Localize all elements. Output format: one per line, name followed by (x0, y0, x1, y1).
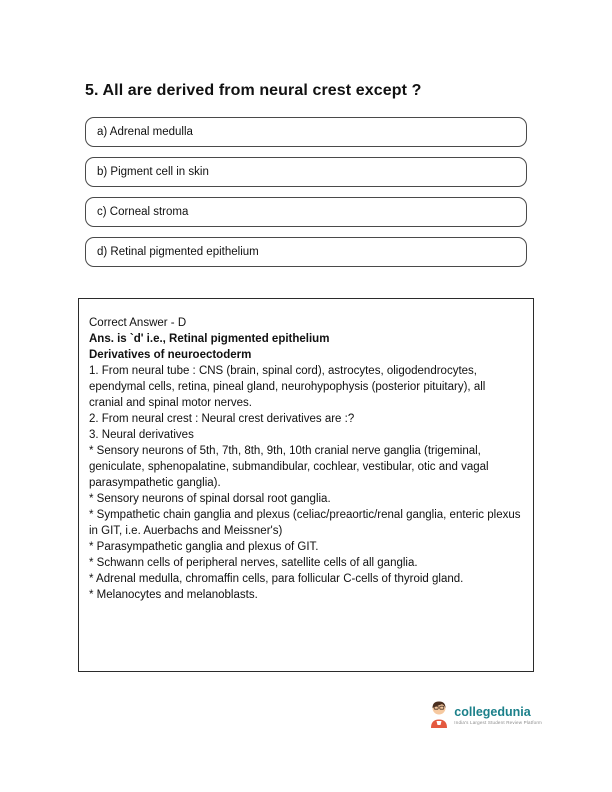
bullet-schwann: * Schwann cells of peripheral nerves, satellite cells of all ganglia. (89, 557, 418, 569)
option-a[interactable]: a) Adrenal medulla (85, 117, 527, 147)
option-d[interactable]: d) Retinal pigmented epithelium (85, 237, 527, 267)
correct-answer-line: Correct Answer - D (89, 317, 187, 329)
collegedunia-logo (427, 699, 542, 734)
option-b[interactable]: b) Pigment cell in skin (85, 157, 527, 187)
explanation-line-2: 2. From neural crest : Neural crest derivatives are :? (89, 413, 355, 425)
collegedunia-mascot-icon (427, 699, 451, 734)
bullet-parasympathetic: * Parasympathetic ganglia and plexus of GIT. (89, 541, 319, 553)
options-list (85, 117, 527, 267)
option-c[interactable]: c) Corneal stroma (85, 197, 527, 227)
question-title: 5. All are derived from neural crest except ? (85, 82, 422, 99)
bullet-sympathetic: * Sympathetic chain ganglia and plexus (celiac/preaortic/renal ganglia, enteric plexus in GIT, i.e. Auerbachs and Meissner's) (89, 509, 521, 537)
derivatives-heading: Derivatives of neuroectoderm (89, 349, 252, 361)
answer-statement-line: Ans. is `d' i.e., Retinal pigmented epithelium (89, 333, 330, 345)
bullet-melanocytes: * Melanocytes and melanoblasts. (89, 589, 258, 601)
explanation-line-1: 1. From neural tube : CNS (brain, spinal cord), astrocytes, oligodendrocytes, ependymal cells, retina, pineal gland, neurohypophysis (posterior pituitary), all cranial and spinal motor nerves. (89, 365, 486, 409)
bullet-sensory-spinal: * Sensory neurons of spinal dorsal root ganglia. (89, 493, 331, 505)
bullet-adrenal: * Adrenal medulla, chromaffin cells, para follicular C-cells of thyroid gland. (89, 573, 464, 585)
explanation-line-3: 3. Neural derivatives (89, 429, 194, 441)
brand-name: collegedunia (454, 705, 531, 719)
bullet-sensory-cranial: * Sensory neurons of 5th, 7th, 8th, 9th, 10th cranial nerve ganglia (trigeminal, geniculate, sphenopalatine, submandibular, cochlear, vestibular, otic and vagal parasympathetic ganglia). (89, 445, 489, 489)
brand-tagline: India's Largest Student Review Platform (454, 720, 542, 725)
answer-explanation-box (78, 298, 534, 672)
brand-text (454, 699, 542, 725)
